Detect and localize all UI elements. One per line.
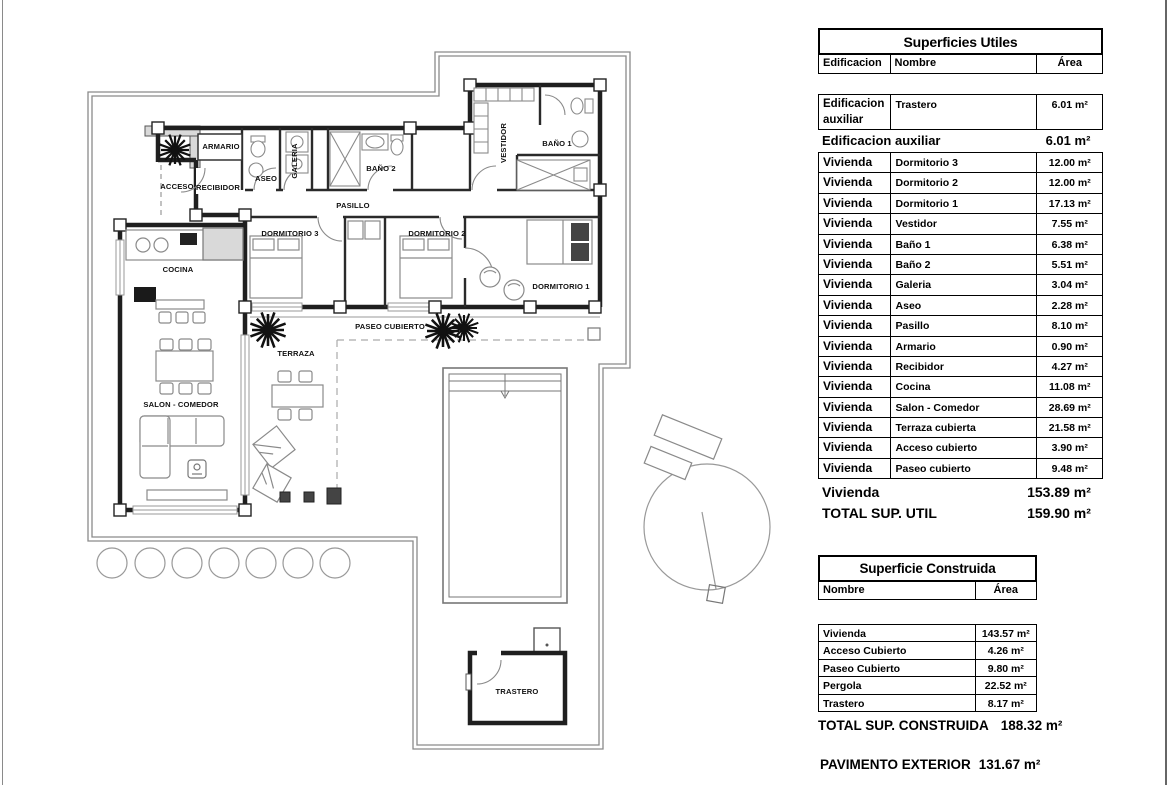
cell-nombre: Pergola [823, 680, 862, 693]
table-row [818, 193, 1103, 214]
cell-area: 3.90 m² [1036, 438, 1102, 457]
table-row [818, 641, 1037, 659]
room-label-paseo-cubierto: PASEO CUBIERTO [355, 322, 425, 331]
superficie-construida-table [818, 555, 1063, 733]
cell-nombre: Baño 2 [890, 255, 1037, 274]
vivienda-subtotal-row [818, 479, 1103, 502]
terraza-table [272, 371, 323, 420]
table-row [818, 417, 1103, 438]
cell-area: 2.28 m² [1036, 296, 1102, 315]
aux-subtotal-row [818, 130, 1103, 153]
cell-edificacion: Vivienda [823, 236, 873, 251]
table-row [818, 458, 1103, 479]
table-row [818, 336, 1103, 357]
table-row [818, 295, 1103, 316]
room-label-vestidor: VESTIDOR [499, 122, 508, 164]
room-label-aseo: ASEO [254, 174, 278, 183]
cell-edificacion: Vivienda [823, 216, 873, 231]
table-row [818, 437, 1103, 458]
dining-table [156, 339, 213, 394]
cell-nombre: Acceso cubierto [890, 438, 1037, 457]
vivienda-subtotal-label: Vivienda [822, 484, 880, 501]
bed-dormitorio2 [400, 236, 452, 298]
room-label-acceso: ACCESO [160, 182, 194, 191]
cell-edificacion: Vivienda [823, 420, 873, 435]
bushes [97, 548, 350, 578]
cell-nombre: Aseo [890, 296, 1037, 315]
cell-nombre: Salon - Comedor [890, 398, 1037, 417]
room-label-bano2: BAÑO 2 [366, 164, 396, 173]
room-label-pasillo: PASILLO [336, 201, 370, 210]
cell-nombre: Vivienda [823, 628, 866, 640]
cell-area: 0.90 m² [1036, 337, 1102, 356]
room-label-recibidor: RECIBIDOR [196, 183, 240, 192]
header-nombre: Nombre [823, 584, 865, 596]
cell-area: 8.10 m² [1036, 316, 1102, 335]
cell-area: 28.69 m² [1036, 398, 1102, 417]
sofa [140, 416, 224, 478]
stove-symbol [188, 460, 206, 478]
kitchen-furniture [126, 228, 243, 323]
acceso-porch [145, 126, 200, 218]
room-label-salon-comedor: SALON - COMEDOR [143, 400, 219, 409]
superficies-utiles-table [818, 28, 1103, 524]
cell-nombre: Paseo cubierto [890, 459, 1037, 478]
table-row [818, 315, 1103, 336]
construida-title: Superficie Construida [818, 555, 1037, 582]
table-row [818, 397, 1103, 418]
cell-nombre: Dormitorio 1 [890, 194, 1037, 213]
total-util-row [818, 502, 1103, 524]
cell-nombre: Trastero [890, 95, 1037, 129]
pergola-columns [280, 488, 341, 504]
bano2-fixtures [330, 132, 403, 186]
cell-edificacion: Vivienda [823, 256, 873, 271]
cell-area: 21.58 m² [1036, 418, 1102, 437]
total-construida-label: TOTAL SUP. CONSTRUIDA [818, 717, 989, 733]
pavimento-label: PAVIMENTO EXTERIOR [820, 757, 971, 772]
total-util-value: 159.90 m² [1027, 505, 1091, 522]
cell-area: 4.26 m² [975, 642, 1036, 658]
cell-area: 8.17 m² [975, 695, 1036, 711]
total-util-label: TOTAL SUP. UTIL [822, 505, 937, 522]
header-nombre: Nombre [890, 55, 1037, 73]
cell-nombre: Cocina [890, 377, 1037, 396]
table-row-aux [818, 94, 1103, 130]
cell-area: 11.08 m² [1036, 377, 1102, 396]
cell-area: 12.00 m² [1036, 153, 1102, 172]
table-row [818, 676, 1037, 694]
room-label-dormitorio1: DORMITORIO 1 [532, 282, 590, 291]
cell-edificacion: Vivienda [823, 277, 873, 292]
cell-edificacion: Vivienda [823, 358, 873, 373]
cell-edificacion: Vivienda [823, 175, 873, 190]
cell-nombre: Baño 1 [890, 235, 1037, 254]
trastero-building [466, 628, 565, 723]
aux-subtotal-value: 6.01 m² [1045, 133, 1091, 148]
cell-nombre: Galeria [890, 275, 1037, 294]
header-area: Área [1036, 55, 1102, 73]
cell-nombre: Pasillo [890, 316, 1037, 335]
cell-edificacion: Vivienda [823, 297, 873, 312]
cell-edificacion: Vivienda [823, 399, 873, 414]
table-row [818, 356, 1103, 377]
tree-circle [644, 464, 770, 603]
utiles-column-headers [818, 54, 1103, 74]
bed-dormitorio3 [250, 236, 302, 298]
table-row [818, 172, 1103, 193]
cell-nombre: Paseo Cubierto [823, 662, 901, 675]
cell-edificacion: Vivienda [823, 195, 873, 210]
cell-area: 17.13 m² [1036, 194, 1102, 213]
construida-column-headers [818, 581, 1037, 600]
table-row [818, 254, 1103, 275]
cell-area: 3.04 m² [1036, 275, 1102, 294]
total-construida-row [818, 718, 1078, 733]
table-row [818, 624, 1037, 642]
cell-area: 9.80 m² [975, 660, 1036, 676]
cell-nombre: Acceso Cubierto [823, 645, 907, 658]
sheet-border-right [1165, 0, 1167, 785]
room-label-dormitorio3: DORMITORIO 3 [261, 229, 319, 238]
cell-nombre: Recibidor [890, 357, 1037, 376]
table-row [818, 213, 1103, 234]
cell-nombre: Terraza cubierta [890, 418, 1037, 437]
pavimento-exterior-row [820, 757, 1040, 772]
room-label-armario: ARMARIO [202, 142, 240, 151]
cell-area: 5.51 m² [1036, 255, 1102, 274]
room-label-bano1: BAÑO 1 [542, 139, 572, 148]
cell-area: 22.52 m² [975, 677, 1036, 693]
bed-dormitorio1 [527, 220, 592, 264]
garden-loungers [644, 415, 722, 480]
table-row [818, 152, 1103, 173]
cell-area: 143.57 m² [975, 625, 1036, 641]
wardrobe-strip [348, 221, 380, 239]
table-row [818, 659, 1037, 677]
cell-area: 4.27 m² [1036, 357, 1102, 376]
cell-edificacion: Vivienda [823, 155, 873, 169]
table-row [818, 274, 1103, 295]
utiles-title: Superficies Utiles [818, 28, 1103, 55]
table-row [818, 694, 1037, 712]
cell-nombre: Armario [890, 337, 1037, 356]
vivienda-subtotal-value: 153.89 m² [1027, 484, 1091, 501]
room-label-dormitorio2: DORMITORIO 2 [408, 229, 466, 238]
aux-subtotal-label: Edificacion auxiliar [822, 133, 941, 148]
pavimento-value: 131.67 m² [978, 757, 1041, 772]
cell-area: 12.00 m² [1036, 173, 1102, 192]
header-edificacion: Edificacion [823, 57, 882, 69]
cell-nombre: Vestidor [890, 214, 1037, 233]
cell-area: 6.38 m² [1036, 235, 1102, 254]
cell-area: 6.01 m² [1036, 95, 1102, 129]
cell-nombre: Trastero [823, 697, 865, 710]
room-label-cocina: COCINA [162, 265, 194, 274]
room-label-terraza: TERRAZA [277, 349, 315, 358]
header-area: Área [975, 582, 1036, 599]
sheet-border-left [2, 0, 3, 785]
table-row [818, 376, 1103, 397]
cell-edificacion: Vivienda [823, 440, 873, 455]
aseo-fixtures [249, 136, 265, 177]
cell-area: 7.55 m² [1036, 214, 1102, 233]
pool [443, 368, 567, 603]
cell-edificacion: Vivienda [823, 318, 873, 333]
cell-edificacion: Vivienda [823, 460, 873, 475]
room-label-trastero: TRASTERO [495, 687, 539, 696]
cell-nombre: Dormitorio 2 [890, 173, 1037, 192]
dormitorio1-chairs [480, 267, 524, 300]
room-label-galeria: GALERIA [290, 143, 299, 179]
total-construida-value: 188.32 m² [1000, 717, 1063, 733]
terraza-loungers [253, 426, 295, 502]
cell-area: 9.48 m² [1036, 459, 1102, 478]
tv-unit [147, 490, 227, 500]
cell-edificacion: Edificacion auxiliar [823, 98, 885, 126]
cell-edificacion: Vivienda [823, 338, 873, 353]
cell-edificacion: Vivienda [823, 379, 873, 394]
table-row [818, 234, 1103, 255]
cell-nombre: Dormitorio 3 [890, 153, 1037, 172]
